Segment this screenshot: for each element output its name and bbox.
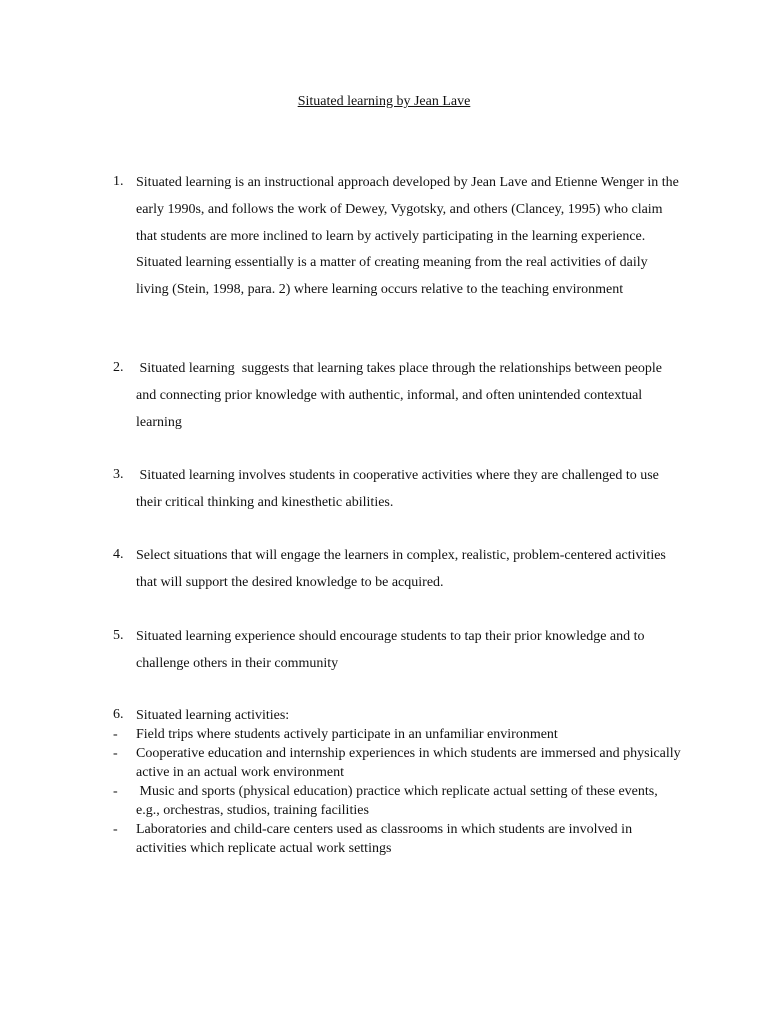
- list-item-5: [113, 624, 683, 678]
- bullet-marker: -: [113, 784, 118, 799]
- list-item-number: 5.: [113, 628, 124, 643]
- activities-list: [113, 725, 683, 858]
- list-item-number: 3.: [113, 467, 124, 482]
- bullet-text: Laboratories and child-care centers used as classrooms in which students are involved in activities which replicate actual work settings: [136, 822, 633, 856]
- list-item-text: Situated learning suggests that learning takes place through the relationships between people and connecting prior knowledge with authentic, informal, and often unintended contextual learning: [136, 361, 666, 430]
- list-item-4: [113, 543, 683, 597]
- list-item: [113, 820, 683, 858]
- list-item-number: 1.: [113, 174, 124, 189]
- bullet-text: Field trips where students actively participate in an unfamiliar environment: [136, 727, 558, 742]
- list-item-2: [113, 356, 683, 436]
- bullet-text: Music and sports (physical education) practice which replicate actual setting of these events, e.g., orchestras, studios, training facilities: [136, 784, 662, 818]
- list-item-6: [113, 707, 683, 725]
- document-title: Situated learning by Jean Lave: [297, 94, 471, 109]
- list-item-text: Situated learning activities:: [136, 708, 290, 723]
- list-item-text: Situated learning experience should encourage students to tap their prior knowledge and to challenge others in their community: [136, 629, 645, 671]
- bullet-marker: -: [113, 822, 118, 837]
- list-item: [113, 782, 683, 820]
- list-item-1: [113, 170, 683, 304]
- list-item: [113, 725, 683, 744]
- list-item-text: Select situations that will engage the learners in complex, realistic, problem-centered activities that will support the desired knowledge to be acquired.: [136, 548, 666, 590]
- list-item-number: 6.: [113, 707, 124, 722]
- bullet-text: Cooperative education and internship experiences in which students are immersed and physically active in an actual work environment: [136, 746, 681, 780]
- list-item-number: 4.: [113, 547, 124, 562]
- bullet-marker: -: [113, 746, 118, 761]
- list-item-text: Situated learning involves students in cooperative activities where they are challenged to use their critical thinking and kinesthetic abilities.: [136, 468, 663, 510]
- list-item-number: 2.: [113, 360, 124, 375]
- bullet-marker: -: [113, 727, 118, 742]
- list-item: [113, 744, 683, 782]
- list-item-text: Situated learning is an instructional approach developed by Jean Lave and Etienne Wenger in the early 1990s, and follows the work of Dewey, Vygotsky, and others (Clancey, 1995) who claim that students are more inclined to learn by actively participating in the learning experience. Situated learning essentially is a matter of creating meaning from the real activities of daily living (Stein, 1998, para. 2) where learning occurs relative to the teaching environment: [136, 175, 679, 298]
- list-item-3: [113, 463, 683, 517]
